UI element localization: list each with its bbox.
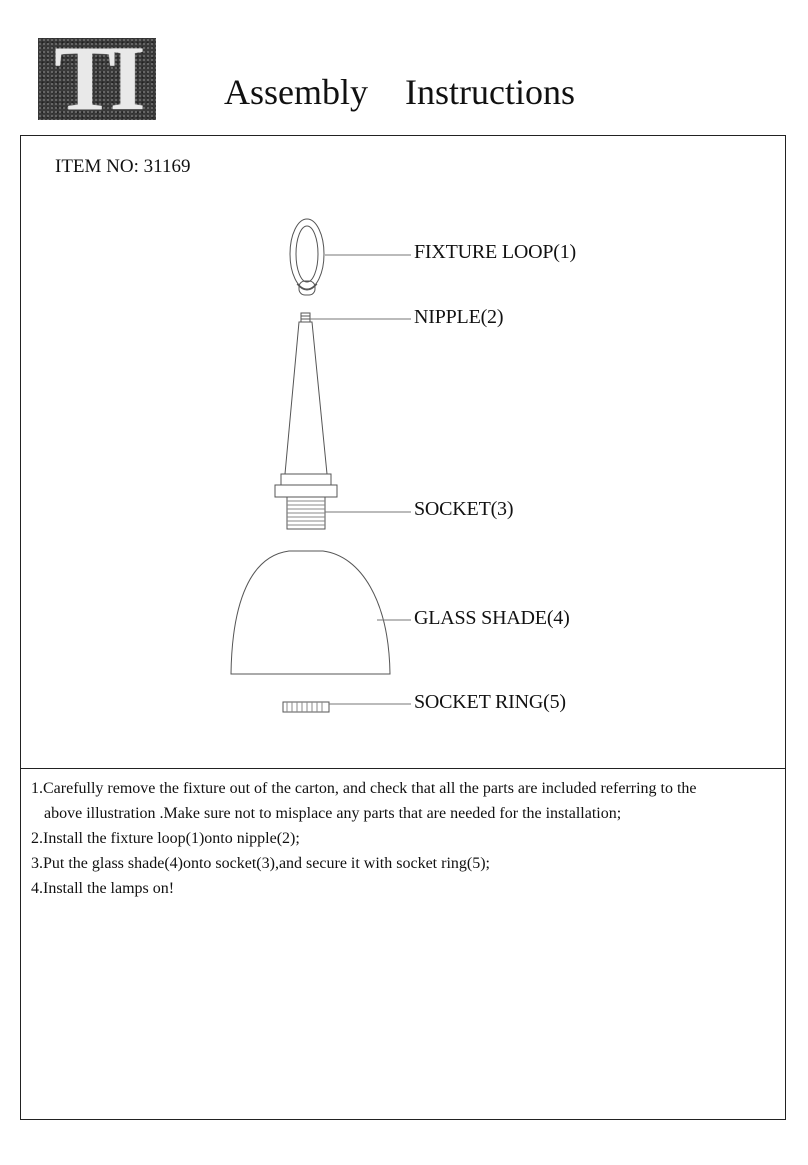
part-label-nipple: NIPPLE(2)	[414, 306, 504, 328]
socket-drawing	[287, 497, 411, 529]
logo-text: TI	[54, 38, 140, 120]
socket-ring-drawing	[283, 702, 411, 712]
fixture-loop-drawing	[290, 219, 411, 295]
part-label-glass-shade: GLASS SHADE(4)	[414, 607, 570, 629]
part-label-fixture-loop: FIXTURE LOOP(1)	[414, 241, 576, 263]
step-4: 4.Install the lamps on!	[31, 880, 175, 897]
item-number: ITEM NO: 31169	[55, 156, 191, 177]
page-title: Assembly Instructions	[224, 72, 575, 112]
step-1-continued: above illustration .Make sure not to misplace any parts that are needed for the installation;	[44, 805, 622, 822]
instruction-steps	[31, 776, 776, 901]
parts-diagram	[21, 136, 787, 768]
section-divider	[21, 768, 785, 769]
step-3: 3.Put the glass shade(4)onto socket(3),and secure it with socket ring(5);	[31, 855, 490, 872]
step-1: 1.Carefully remove the fixture out of the carton, and check that all the parts are included referring to the	[31, 780, 697, 797]
glass-shade-drawing	[231, 551, 411, 674]
step-2: 2.Install the fixture loop(1)onto nipple(2);	[31, 830, 300, 847]
company-logo	[38, 38, 156, 120]
nipple-drawing	[275, 313, 411, 497]
part-label-socket-ring: SOCKET RING(5)	[414, 691, 566, 713]
instruction-frame	[20, 135, 786, 1120]
part-label-socket: SOCKET(3)	[414, 498, 514, 520]
